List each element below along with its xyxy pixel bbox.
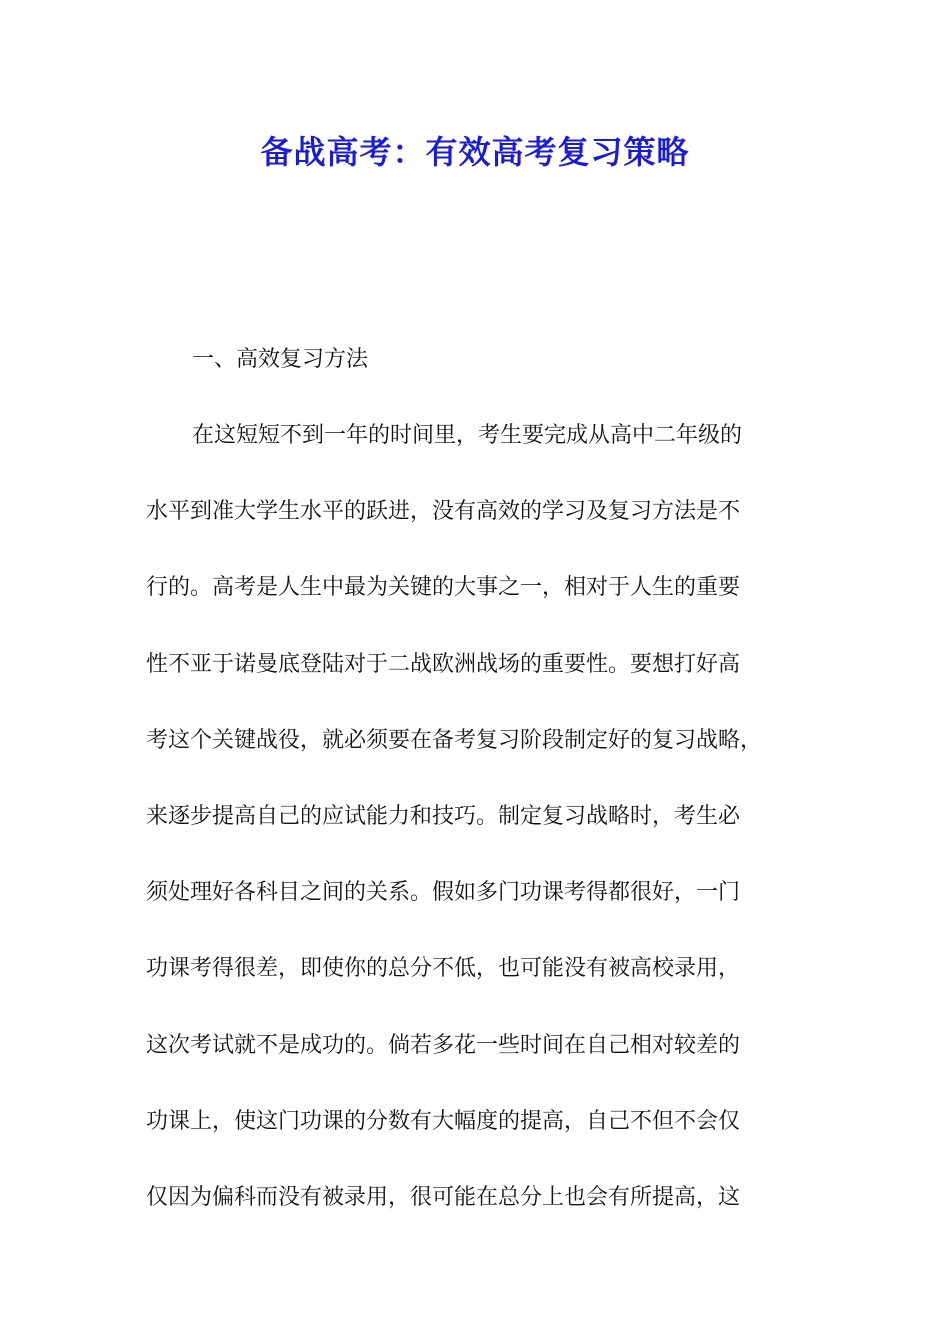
paragraph-line: 须处理好各科目之间的关系。假如多门功课考得都很好，一门 xyxy=(146,880,741,906)
paragraph-line: 仅因为偏科而没有被录用，很可能在总分上也会有所提高，这 xyxy=(146,1184,741,1210)
paragraph-line: 功课上，使这门功课的分数有大幅度的提高，自己不但不会仅 xyxy=(146,1108,741,1134)
document-title: 备战高考：有效高考复习策略 xyxy=(260,133,690,171)
section-heading: 一、高效复习方法 xyxy=(192,347,369,372)
body-paragraph xyxy=(146,418,816,1256)
paragraph-line: 考这个关键战役，就必须要在备考复习阶段制定好的复习战略， xyxy=(146,727,763,753)
paragraph-line: 性不亚于诺曼底登陆对于二战欧洲战场的重要性。要想打好高 xyxy=(146,651,741,677)
paragraph-line: 这次考试就不是成功的。倘若多花一些时间在自己相对较差的 xyxy=(146,1032,741,1058)
paragraph-line: 水平到准大学生水平的跃进，没有高效的学习及复习方法是不 xyxy=(146,499,741,525)
paragraph-line: 在这短短不到一年的时间里，考生要完成从高中二年级的 xyxy=(192,423,743,448)
paragraph-line: 来逐步提高自己的应试能力和技巧。制定复习战略时，考生必 xyxy=(146,803,741,829)
paragraph-line: 功课考得很差，即使你的总分不低，也可能没有被高校录用， xyxy=(146,956,741,982)
paragraph-line: 行的。高考是人生中最为关键的大事之一，相对于人生的重要 xyxy=(146,575,741,601)
